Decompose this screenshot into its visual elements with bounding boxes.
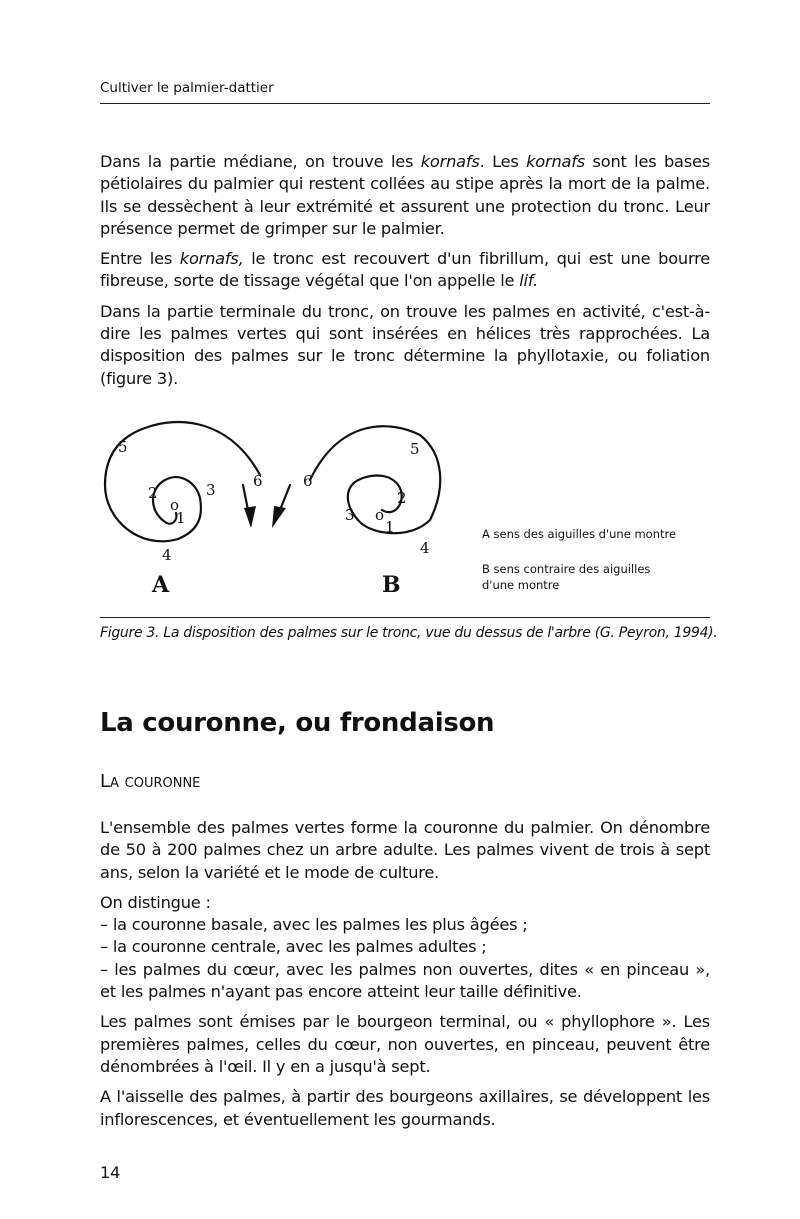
text: Dans la partie médiane, on trouve les [100,152,421,171]
paragraph-fibrillum [100,248,710,293]
list-intro: On distingue : [100,892,211,912]
legend-b-line1: B sens contraire des aiguilles [482,562,651,576]
intro-text [100,151,710,398]
paragraph-kornafs [100,151,710,240]
section-title: La couronne, ou frondaison [100,708,495,738]
num-4-a: 4 [162,546,172,564]
num-0-b: o [375,506,385,524]
term: kornafs, [179,249,244,269]
figure-caption: Figure 3. La disposition des palmes sur le tronc, vue du dessus de l'arbre (G. Peyron, 1994). [100,625,718,641]
arrowhead-a [244,506,256,528]
legend-a: A sens des aiguilles d'une montre [482,527,677,541]
caption-rule [100,617,710,618]
text: . Les [479,152,527,171]
num-5-a: 5 [118,438,128,456]
num-1-b: 1 [385,518,395,536]
term: lif. [519,271,538,291]
list-item: – la couronne centrale, avec les palmes adultes ; [100,937,487,957]
header-rule [100,103,710,104]
num-5-b: 5 [410,440,420,458]
num-6-a: 6 [253,472,263,490]
num-4-b: 4 [420,539,430,557]
section-text [100,817,710,1139]
paragraph-phyllophore: Les palmes sont émises par le bourgeon terminal, ou « phyllophore ». Les premières palmes, celles du cœur, non ouvertes, en pinceau, peuvent être dénombrées à l'œil. Il y en a jusqu'à sept. [100,1012,710,1076]
num-6-b: 6 [303,472,313,490]
text: sont les bases pétiolaires du palmier qui restent collées au stipe après la mort de la palme. Ils se dessèchent à leur extrémité et assurent une protection du tronc. Leur présence permet de grimper sur le palmier. [100,152,710,238]
num-3-b: 3 [345,506,355,524]
label-a: A [152,572,170,598]
term: kornafs [420,152,480,171]
list-item: – la couronne basale, avec les palmes les plus âgées ; [100,915,528,935]
text: le tronc est recouvert d'un fibrillum, qui est une bourre fibreuse, sorte de tissage végétal que l'on appelle le [100,249,710,291]
running-header: Cultiver le palmier-dattier [100,80,274,96]
num-3-a: 3 [206,481,216,499]
subsection-title: La couronne [100,771,201,792]
arrowhead-b [272,506,286,528]
paragraph-aisselle: A l'aisselle des palmes, à partir des bourgeons axillaires, se développent les inflorescences, et éventuellement les gourmands. [100,1087,710,1129]
legend-b-line2: d'une montre [482,578,560,592]
num-0-a: o [170,496,180,514]
list [100,892,710,1003]
term: kornafs [526,152,585,171]
list-item: – les palmes du cœur, avec les palmes non ouvertes, dites « en pinceau », et les palmes n'ayant pas encore atteint leur taille définitive. [100,959,710,1002]
label-b: B [382,572,401,598]
phyllotaxy-figure [100,410,470,600]
text: Entre les [100,249,180,269]
paragraph-palmes: Dans la partie terminale du tronc, on trouve les palmes en activité, c'est-à-dire les palmes vertes qui sont insérées en hélices très rapprochées. La disposition des palmes sur le tronc détermine la phyllotaxie, ou foliation (figure 3). [100,301,710,388]
num-2-b: 2 [397,489,407,507]
num-2-a: 2 [148,484,158,502]
page-number: 14 [100,1163,121,1182]
num-1-a: 1 [176,509,186,527]
paragraph-couronne: L'ensemble des palmes vertes forme la couronne du palmier. On dénombre de 50 à 200 palmes chez un arbre adulte. Les palmes vivent de trois à sept ans, selon la variété et le mode de culture. [100,818,710,882]
